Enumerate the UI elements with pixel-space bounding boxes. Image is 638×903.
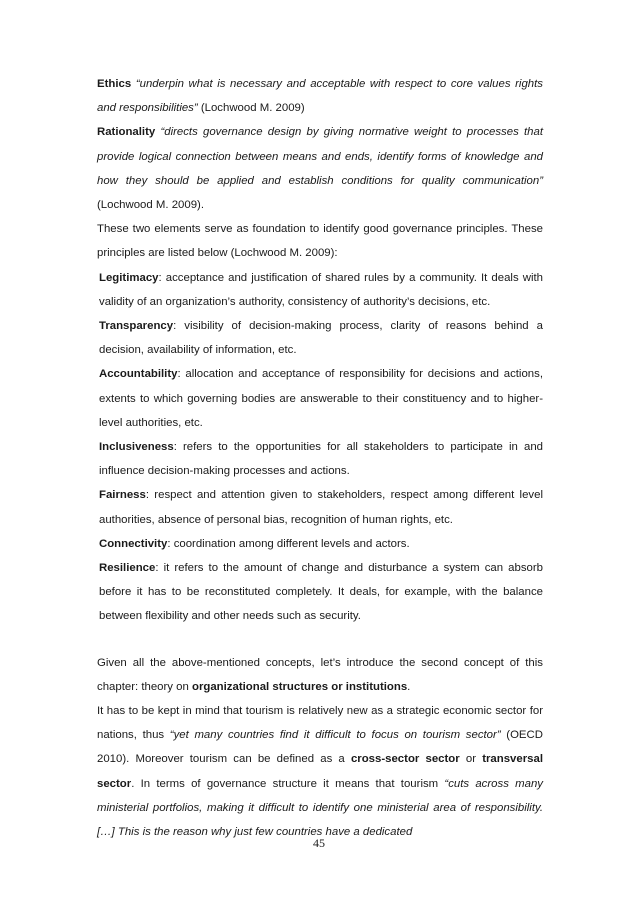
body-text xyxy=(97,72,543,844)
ethics-paragraph xyxy=(97,72,543,120)
principles-intro: These two elements serve as foundation to identify good governance principles. These principles are listed below (Lochwood M. 2009): xyxy=(97,223,543,260)
rationality-term: Rationality xyxy=(97,126,156,139)
tourism-paragraph xyxy=(97,699,543,844)
ethics-quote: “underpin what is necessary and acceptable with respect to core values rights and responsibilities” xyxy=(97,78,543,115)
principle-term: Legitimacy xyxy=(99,271,159,284)
principle-text: : respect and attention given to stakeholders, respect among different level authorities, absence of personal bias, recognition of human rights, etc. xyxy=(99,489,543,526)
principle-term: Inclusiveness xyxy=(99,441,174,454)
ethics-term: Ethics xyxy=(97,78,132,90)
given-text: Given all the above-mentioned concepts, let’s introduce the second concept of this chapter: theory on xyxy=(97,656,543,693)
principle-text: : acceptance and justification of shared rules by a community. It deals with validity of an organization’s authority, consistency of authority’s decisions, etc. xyxy=(99,271,543,308)
tourism-text-3: or xyxy=(459,753,483,766)
principle-term: Fairness xyxy=(99,489,146,502)
principle-term: Accountability xyxy=(99,368,178,381)
rationality-paragraph xyxy=(97,120,543,217)
principle-transparency xyxy=(97,314,543,362)
page-number: 45 xyxy=(313,836,325,850)
principle-inclusiveness xyxy=(97,435,543,483)
tourism-quote-2: “cuts across many ministerial portfolios, making it difficult to identify one ministerial area of responsibility. […] This is the reason why just few countries have a dedicated xyxy=(97,777,543,839)
tourism-text-2: (OECD 2010). Moreover tourism can be defined as a xyxy=(97,729,543,766)
principle-text: : coordination among different levels and actors. xyxy=(167,537,410,550)
principle-text: : allocation and acceptance of responsibility for decisions and actions, extents to which governing bodies are answerable to their constituency and to higher-level authorities, etc. xyxy=(99,368,543,429)
tourism-text-4: . In terms of governance structure it means that tourism xyxy=(131,777,445,790)
rationality-citation: (Lochwood M. 2009). xyxy=(97,199,205,212)
principle-term: Transparency xyxy=(99,320,174,333)
ethics-citation: (Lochwood M. 2009) xyxy=(197,102,305,115)
paragraph-spacer xyxy=(97,629,543,651)
principle-term: Resilience xyxy=(99,562,156,575)
tourism-bold-1: cross-sector sector xyxy=(350,753,460,766)
principle-connectivity xyxy=(97,532,543,556)
principle-term: Connectivity xyxy=(99,537,168,550)
tourism-bold-2: transversal sector xyxy=(97,753,543,790)
tourism-text-1: It has to be kept in mind that tourism is relatively new as a strategic economic sector for nations, thus xyxy=(97,705,543,742)
principle-text: : refers to the opportunities for all stakeholders to participate in and influence decision-making processes and actions. xyxy=(99,441,543,478)
principle-resilience xyxy=(97,556,543,629)
given-end: . xyxy=(407,680,411,693)
principle-fairness xyxy=(97,483,543,531)
principle-accountability xyxy=(97,362,543,435)
given-paragraph xyxy=(97,651,543,699)
given-bold: organizational structures or institutions xyxy=(191,680,408,693)
principle-text: : it refers to the amount of change and disturbance a system can absorb before it has to be reconstituted completely. It deals, for example, with the balance between flexibility and other needs such as security. xyxy=(99,562,543,623)
principle-legitimacy xyxy=(97,266,543,314)
tourism-quote-1: “yet many countries find it difficult to focus on tourism sector” xyxy=(169,729,501,742)
principle-text: : visibility of decision-making process, clarity of reasons behind a decision, availability of information, etc. xyxy=(99,320,543,357)
rationality-quote: “directs governance design by giving normative weight to processes that provide logical connection between means and ends, identify forms of knowledge and how they should be applied and establish conditions for quality communication” xyxy=(97,126,543,187)
